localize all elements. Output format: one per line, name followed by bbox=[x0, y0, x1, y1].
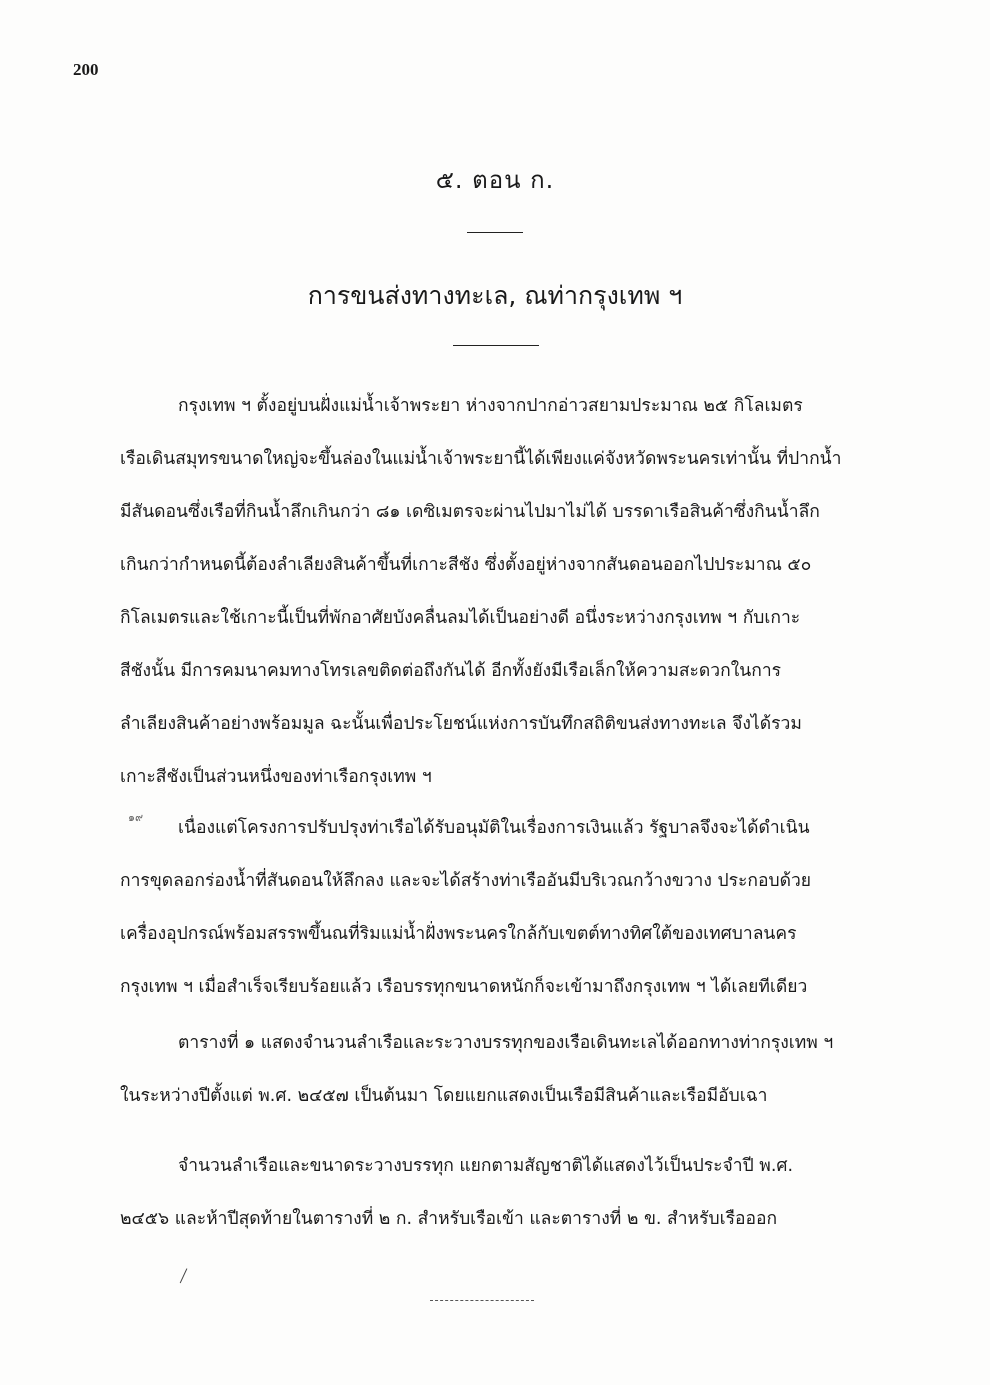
paragraph-line: เกินกว่ากำหนดนี้ต้องลำเลียงสินค้าขึ้นที่เกาะสีชัง ซึ่งตั้งอยู่ห่างจากสันดอนออกไปประมาณ ๕๐ bbox=[120, 555, 812, 575]
paragraph-line: กรุงเทพ ฯ ตั้งอยู่บนฝั่งแม่น้ำเจ้าพระยา ห่างจากปากอ่าวสยามประมาณ ๒๕ กิโลเมตร bbox=[178, 396, 803, 416]
footer-divider bbox=[430, 1300, 534, 1301]
paragraph-line: ตารางที่ ๑ แสดงจำนวนลำเรือและระวางบรรทุกของเรือเดินทะเลได้ออกทางท่ากรุงเทพ ฯ bbox=[178, 1033, 834, 1053]
page-number: 200 bbox=[73, 60, 99, 79]
paragraph-line: มีสันดอนซึ่งเรือที่กินน้ำลึกเกินกว่า ๘๑ เดซิเมตรจะผ่านไปมาไม่ได้ บรรดาเรือสินค้าซึ่งกินน้ำลึก bbox=[120, 502, 820, 522]
paragraph-3 bbox=[120, 1017, 862, 1123]
paragraph-2 bbox=[120, 802, 862, 1014]
paragraph-line: ลำเลียงสินค้าอย่างพร้อมมูล ฉะนั้นเพื่อประโยชน์แห่งการบันทึกสถิติขนส่งทางทะเล จึงได้รวม bbox=[120, 714, 802, 734]
title-divider bbox=[453, 345, 539, 346]
page-title: การขนส่งทางทะเล, ณท่ากรุงเทพ ฯ bbox=[307, 281, 683, 310]
paragraph-4 bbox=[120, 1140, 862, 1246]
paragraph-line: กรุงเทพ ฯ เมื่อสำเร็จเรียบร้อยแล้ว เรือบรรทุกขนาดหนักก็จะเข้ามาถึงกรุงเทพ ฯ ได้เลยทีเดียว bbox=[120, 977, 808, 997]
stray-pen-mark bbox=[180, 1268, 189, 1283]
margin-note: ๑๙ bbox=[128, 811, 144, 824]
paragraph-line: เรือเดินสมุทรขนาดใหญ่จะขึ้นล่องในแม่น้ำเจ้าพระยานี้ได้เพียงแค่จังหวัดพระนครเท่านั้น ที่ปากน้ำ bbox=[120, 449, 842, 469]
paragraph-line: กิโลเมตรและใช้เกาะนี้เป็นที่พักอาศัยบังคลื่นลมได้เป็นอย่างดี อนึ่งระหว่างกรุงเทพ ฯ กับเกาะ bbox=[120, 608, 801, 628]
paragraph-line: ๒๔๕๖ และห้าปีสุดท้ายในตารางที่ ๒ ก. สำหรับเรือเข้า และตารางที่ ๒ ข. สำหรับเรือออก bbox=[120, 1209, 778, 1229]
paragraph-line: การขุดลอกร่องน้ำที่สันดอนให้ลึกลง และจะได้สร้างท่าเรืออันมีบริเวณกว้างขวาง ประกอบด้วย bbox=[120, 871, 812, 891]
paragraph-line: เครื่องอุปกรณ์พร้อมสรรพขึ้นณที่ริมแม่น้ำฝั่งพระนครใกล้กับเขตต์ทางทิศใต้ของเทศบาลนคร bbox=[120, 924, 797, 944]
heading-divider bbox=[467, 232, 523, 233]
paragraph-line: จำนวนลำเรือและขนาดระวางบรรทุก แยกตามสัญชาติได้แสดงไว้เป็นประจำปี พ.ศ. bbox=[178, 1156, 794, 1176]
paragraph-line: ในระหว่างปีตั้งแต่ พ.ศ. ๒๔๕๗ เป็นต้นมา โดยแยกแสดงเป็นเรือมีสินค้าและเรือมีอับเฉา bbox=[120, 1086, 768, 1106]
paragraph-line: สีชังนั้น มีการคมนาคมทางโทรเลขติดต่อถึงกันได้ อีกทั้งยังมีเรือเล็กให้ความสะดวกในการ bbox=[120, 661, 782, 681]
paragraph-line: เกาะสีชังเป็นส่วนหนึ่งของท่าเรือกรุงเทพ ฯ bbox=[120, 767, 432, 787]
paragraph-1 bbox=[120, 380, 862, 804]
section-heading: ๕. ตอน ก. bbox=[435, 166, 555, 194]
paragraph-line: เนื่องแต่โครงการปรับปรุงท่าเรือได้รับอนุมัติในเรื่องการเงินแล้ว รัฐบาลจึงจะได้ดำเนิน bbox=[178, 818, 810, 838]
